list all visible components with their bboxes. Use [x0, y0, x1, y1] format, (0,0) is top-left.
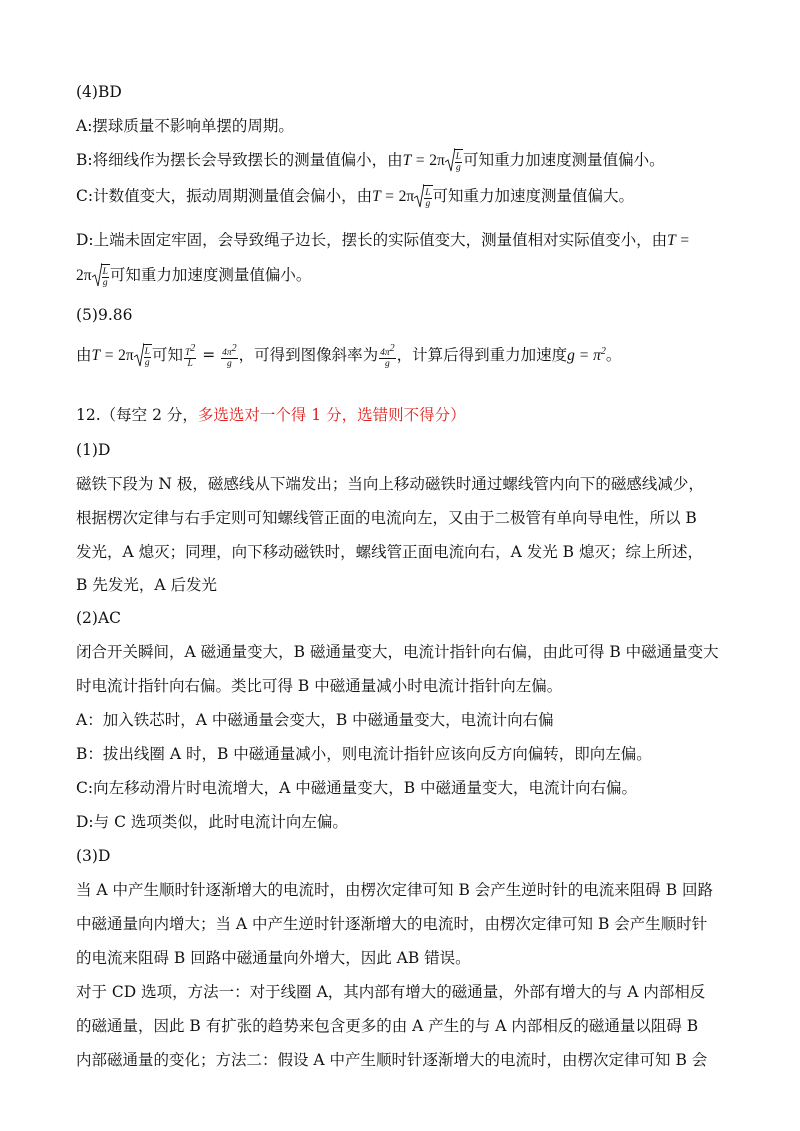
q12-part3-heading: (3)D: [76, 847, 111, 865]
period-formula: T = 2π: [372, 187, 415, 205]
q12-part1-heading: (1)D: [76, 441, 111, 459]
q11-part5-explanation: 由T = 2π $\frac{L}{g}$ 可知 $\frac{T^2}{L}$ = $\frac{4\pi^2}{g}$ ，可得到图像斜率为 $\frac{4\pi^2}{g}$ ，计算后得到重力加速度$g = \pi^2$。: [76, 342, 622, 369]
sqrt-symbol: $\frac{L}{g}$: [445, 149, 463, 173]
q12-part1-line: B 先发光，A 后发光: [76, 576, 217, 594]
q12-part1-line: 磁铁下段为 N 极，磁感线从下端发出；当向上移动磁铁时通过螺线管内向下的磁感线减少，: [76, 475, 704, 493]
q12-part2-line: B：拔出线圈 A 时，B 中磁通量减小，则电流计指针应该向反方向偏转，即向左偏。: [76, 745, 652, 763]
q12-part2-line: 时电流计指针向右偏。类比可得 B 中磁通量减小时电流计指针向左偏。: [76, 677, 563, 695]
fraction-4pi2-over-g: $\frac{4\pi^2}{g}$: [222, 342, 237, 369]
sqrt-symbol: $\frac{L}{g}$: [92, 264, 110, 288]
q12-part3-line: 当 A 中产生顺时针逐渐增大的电流时，由楞次定律可知 B 会产生逆时针的电流来阻碍 B 回路: [76, 881, 714, 899]
q11-part4-option-d-line1: D:上端未固定牢固，会导致绳子边长，摆长的实际值变大，测量值相对实际值变小，由T =: [76, 231, 690, 249]
q12-part2-heading: (2)AC: [76, 609, 122, 627]
q12-part3-line: 内部磁通量的变化；方法二：假设 A 中产生顺时针逐渐增大的电流时，由楞次定律可知 B 会: [76, 1051, 708, 1069]
gravity-result: $g = \pi^2$: [567, 346, 606, 365]
q12-part1-line: 根据楞次定律与右手定则可知螺线管正面的电流向左，又由于二极管有单向导电性，所以 B: [76, 509, 697, 527]
fraction-t2-over-l: $\frac{T^2}{L}$: [184, 342, 196, 369]
q11-part5-heading: (5)9.86: [76, 306, 133, 324]
q12-part3-line: 的电流来阻碍 B 回路中磁通量向外增大，因此 AB 错误。: [76, 949, 471, 967]
q12-scoring-note: 多选选对一个得 1 分，选错则不得分）: [197, 406, 466, 424]
q12-part2-line: D:与 C 选项类似，此时电流计向左偏。: [76, 813, 348, 831]
q12-part2-line: C:向左移动滑片时电流增大，A 中磁通量变大，B 中磁通量变大，电流计向右偏。: [76, 779, 638, 797]
q12-part1-line: 发光，A 熄灭；同理，向下移动磁铁时，螺线管正面电流向右，A 发光 B 熄灭；综上所述，: [76, 543, 703, 561]
q12-title: 12.（每空 2 分，多选选对一个得 1 分，选错则不得分）: [76, 406, 466, 424]
q11-part4-option-b: B:将细线作为摆长会导致摆长的测量值偏小，由T = 2π $\frac{L}{g}$ 可知重力加速度测量值偏小。: [76, 149, 665, 173]
q11-part4-option-c: C:计数值变大，振动周期测量值会偏小，由T = 2π $\frac{L}{g}$ 可知重力加速度测量值偏大。: [76, 185, 634, 209]
q12-part2-line: 闭合开关瞬间，A 磁通量变大，B 磁通量变大，电流计指针向右偏，由此可得 B 中磁通量变大: [76, 643, 719, 661]
q11-part4-option-d-line2: 2π $\frac{L}{g}$ 可知重力加速度测量值偏小。: [76, 264, 311, 288]
q12-part3-line: 对于 CD 选项，方法一：对于线圈 A，其内部有增大的磁通量，外部有增大的与 A 内部相反: [76, 983, 706, 1001]
q11-part4-option-a: A:摆球质量不影响单摆的周期。: [76, 117, 294, 135]
q11-part4-heading: (4)BD: [76, 83, 122, 101]
slope-fraction: $\frac{4\pi^2}{g}$: [380, 342, 395, 369]
sqrt-symbol: $\frac{L}{g}$: [414, 185, 432, 209]
period-formula: T = 2π: [91, 347, 134, 365]
sqrt-symbol: $\frac{L}{g}$: [134, 344, 152, 368]
period-formula: T = 2π: [402, 151, 445, 169]
q12-part3-line: 的磁通量，因此 B 有扩张的趋势来包含更多的由 A 产生的与 A 内部相反的磁通量以阻碍 B: [76, 1017, 699, 1035]
q12-part3-line: 中磁通量向内增大；当 A 中产生逆时针逐渐增大的电流时，由楞次定律可知 B 会产生顺时针: [76, 915, 708, 933]
q12-part2-line: A：加入铁芯时，A 中磁通量会变大，B 中磁通量变大，电流计向右偏: [76, 711, 554, 729]
